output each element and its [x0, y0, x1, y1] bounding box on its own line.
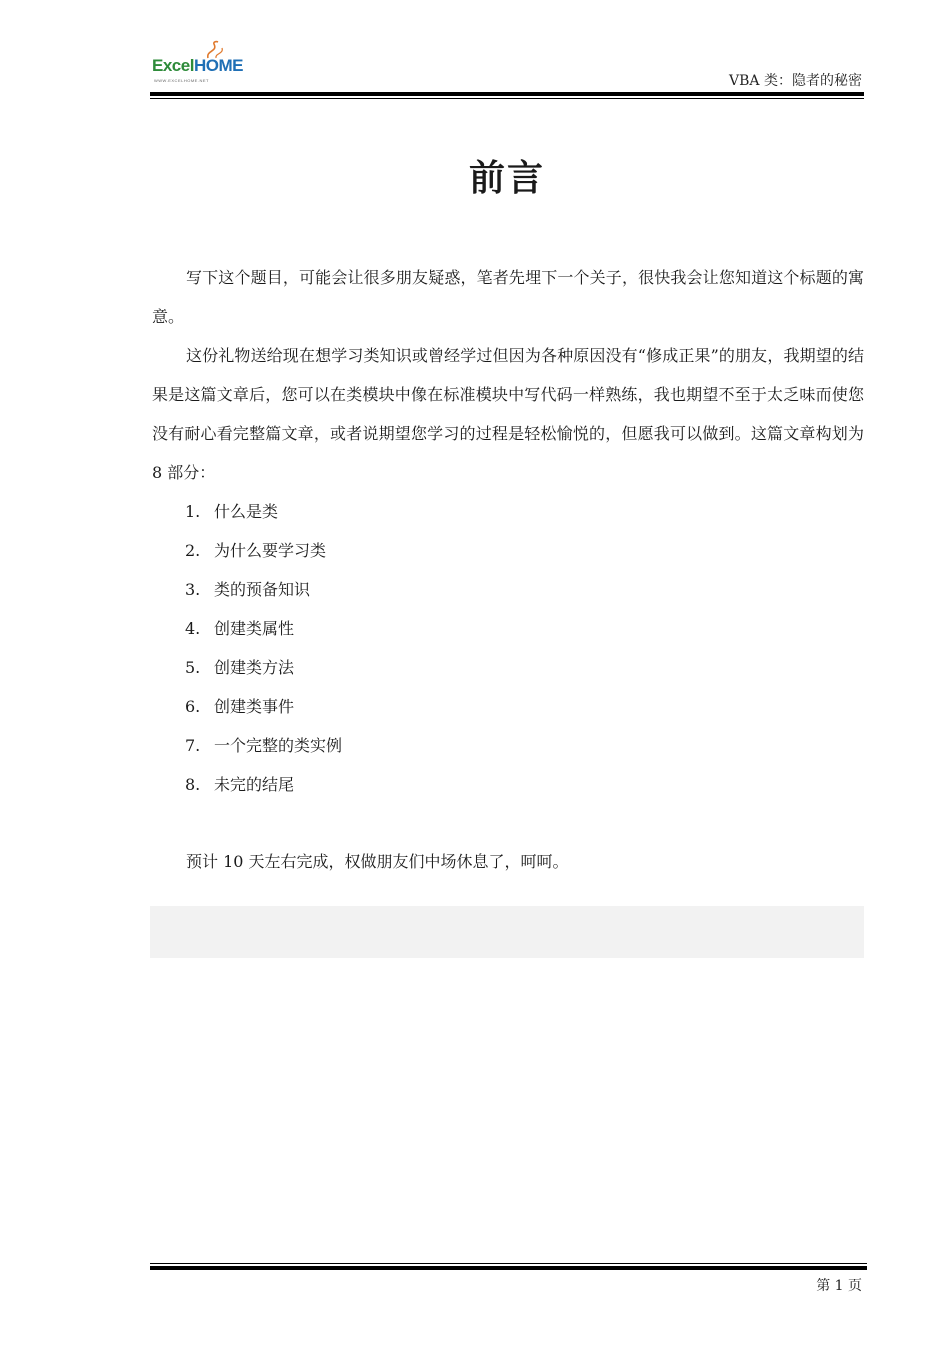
shaded-block — [150, 906, 864, 958]
list-item-number: 6. — [185, 697, 201, 716]
outline-list — [185, 492, 342, 804]
purpose-paragraph: 这份礼物送给现在想学习类知识或曾经学过但因为各种原因没有“修成正果”的朋友，我期望的结果是这篇文章后，您可以在类模块中像在标准模块中写代码一样熟练，我也期望不至于太乏味而使您没有耐心看完整篇文章，或者说期望您学习的过程是轻松愉悦的，但愿我可以做到。这篇文章构划为 8 部分： — [152, 346, 864, 482]
logo-wordmark — [152, 56, 243, 76]
list-item-label: 创建类方法 — [214, 658, 295, 677]
list-item-number: 3. — [185, 580, 201, 599]
list-item — [185, 531, 342, 570]
list-item-number: 7. — [185, 736, 201, 755]
page-title: 前言 — [468, 157, 545, 199]
list-item-label: 类的预备知识 — [214, 580, 311, 599]
list-item-number: 8. — [185, 775, 201, 794]
list-item-label: 创建类事件 — [214, 697, 295, 716]
intro-paragraph: 写下这个题目，可能会让很多朋友疑惑，笔者先埋下一个关子，很快我会让您知道这个标题的寓意。 — [152, 268, 864, 326]
list-item — [185, 648, 342, 687]
list-item-number: 1. — [185, 502, 201, 521]
list-item — [185, 726, 342, 765]
list-item-label: 什么是类 — [214, 502, 279, 521]
header-title: VBA 类：隐者的秘密 — [729, 73, 862, 89]
page-number: 第 1 页 — [816, 1278, 862, 1294]
excelhome-logo — [152, 40, 248, 88]
list-item — [185, 765, 342, 804]
list-item — [185, 687, 342, 726]
list-item — [185, 492, 342, 531]
list-item-label: 未完的结尾 — [214, 775, 295, 794]
logo-url: WWW.EXCELHOME.NET — [154, 78, 209, 83]
list-item-number: 2. — [185, 541, 201, 560]
list-item-number: 5. — [185, 658, 201, 677]
list-item-label: 一个完整的类实例 — [214, 736, 343, 755]
list-item-number: 4. — [185, 619, 201, 638]
list-item — [185, 609, 342, 648]
logo-home-text: HOME — [193, 56, 243, 75]
list-item — [185, 570, 342, 609]
logo-excel-text: Excel — [152, 56, 194, 75]
header-rule-thin — [150, 98, 864, 99]
footer-rule-thin — [150, 1263, 867, 1264]
header-rule — [150, 92, 864, 96]
list-item-label: 为什么要学习类 — [214, 541, 327, 560]
list-item-label: 创建类属性 — [214, 619, 295, 638]
closing-paragraph: 预计 10 天左右完成，权做朋友们中场休息了，呵呵。 — [186, 852, 569, 871]
footer-rule — [150, 1266, 867, 1270]
